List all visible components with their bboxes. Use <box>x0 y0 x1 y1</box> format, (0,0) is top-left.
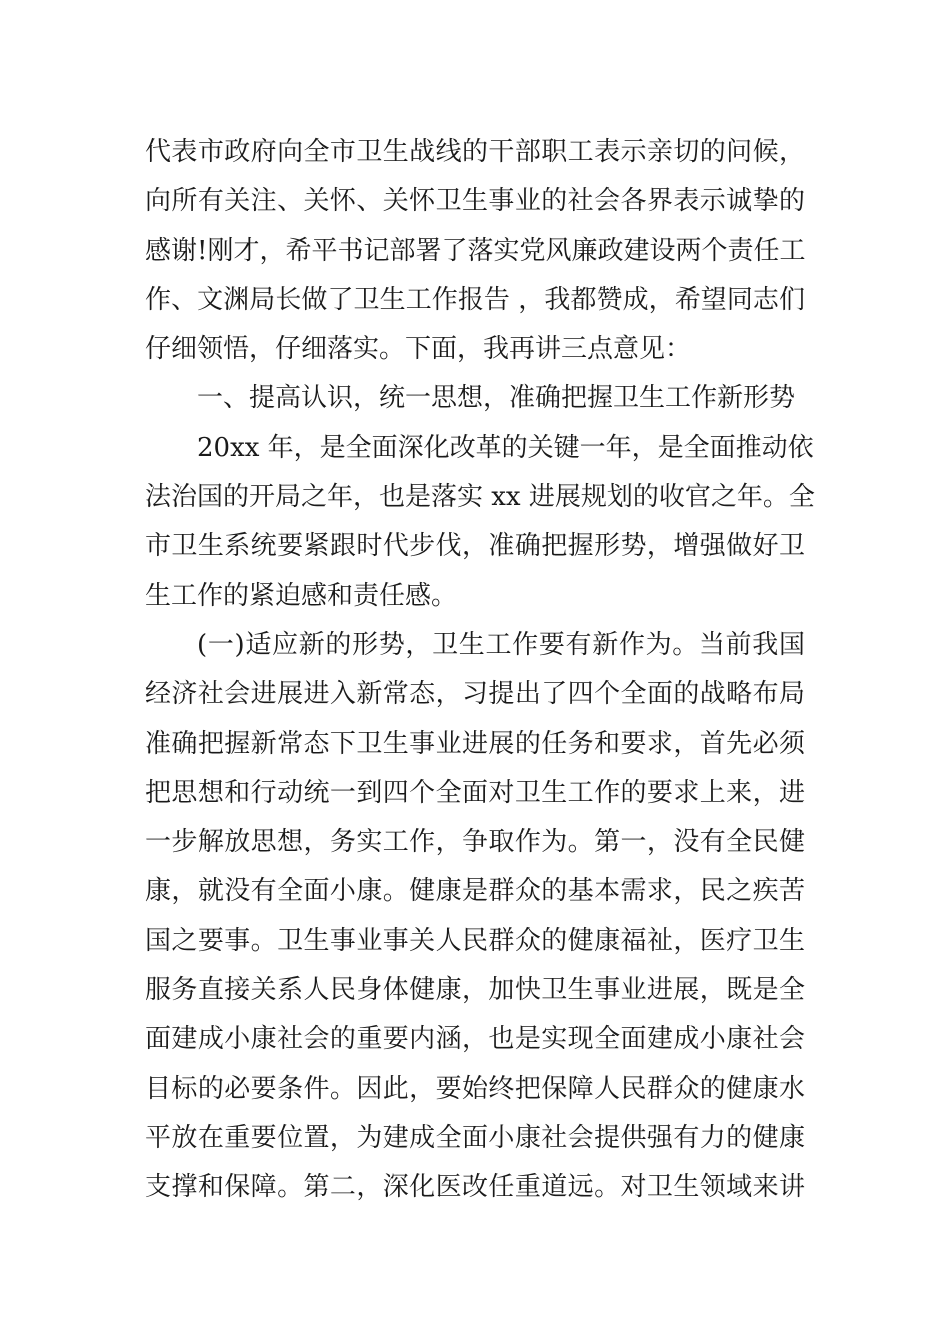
text-line: 仔细领悟，仔细落实。下面，我再讲三点意见： <box>145 334 692 365</box>
text-line: 一步解放思想，务实工作，争取作为。第一，没有全民健 <box>145 827 805 858</box>
text-line: 国之要事。卫生事业事关人民群众的健康福祉，医疗卫生 <box>145 925 805 956</box>
text-line: 面建成小康社会的重要内涵，也是实现全面建成小康社会 <box>145 1024 805 1055</box>
text-line: 代表市政府向全市卫生战线的干部职工表示亲切的问候， <box>145 137 805 167</box>
text-line: 支撑和保障。第二，深化医改任重道远。对卫生领域来讲 <box>145 1172 805 1203</box>
text-line: 经济社会进展进入新常态，习提出了四个全面的战略布局 <box>145 679 805 710</box>
text-line: 把思想和行动统一到四个全面对卫生工作的要求上来，进 <box>145 777 805 808</box>
text-line: 法治国的开局之年，也是落实 xx 进展规划的收官之年。全 <box>145 482 815 513</box>
text-line: 准确把握新常态下卫生事业进展的任务和要求，首先必须 <box>145 728 805 759</box>
text-line: 感谢!刚才，希平书记部署了落实党风廉政建设两个责任工 <box>145 235 806 266</box>
text-line: 生工作的紧迫感和责任感。 <box>145 580 458 611</box>
body-text <box>145 128 815 1213</box>
text-line: 向所有关注、关怀、关怀卫生事业的社会各界表示诚挚的 <box>145 186 805 217</box>
text-line: (一)适应新的形势，卫生工作要有新作为。当前我国 <box>197 629 805 660</box>
text-line: 平放在重要位置，为建成全面小康社会提供强有力的健康 <box>145 1122 805 1153</box>
text-line: 市卫生系统要紧跟时代步伐，准确把握形势，增强做好卫 <box>145 531 805 562</box>
text-line: 服务直接关系人民身体健康，加快卫生事业进展，既是全 <box>145 975 805 1006</box>
text-line: 作、文渊局长做了卫生工作报告 ，我都赞成，希望同志们 <box>145 284 805 315</box>
text-line: 康，就没有全面小康。健康是群众的基本需求，民之疾苦 <box>145 876 805 907</box>
text-line: 目标的必要条件。因此，要始终把保障人民群众的健康水 <box>145 1073 805 1104</box>
text-line: 20xx 年，是全面深化改革的关键一年，是全面推动依 <box>197 432 814 463</box>
section-heading: 一、提高认识，统一思想，准确把握卫生工作新形势 <box>197 383 796 414</box>
